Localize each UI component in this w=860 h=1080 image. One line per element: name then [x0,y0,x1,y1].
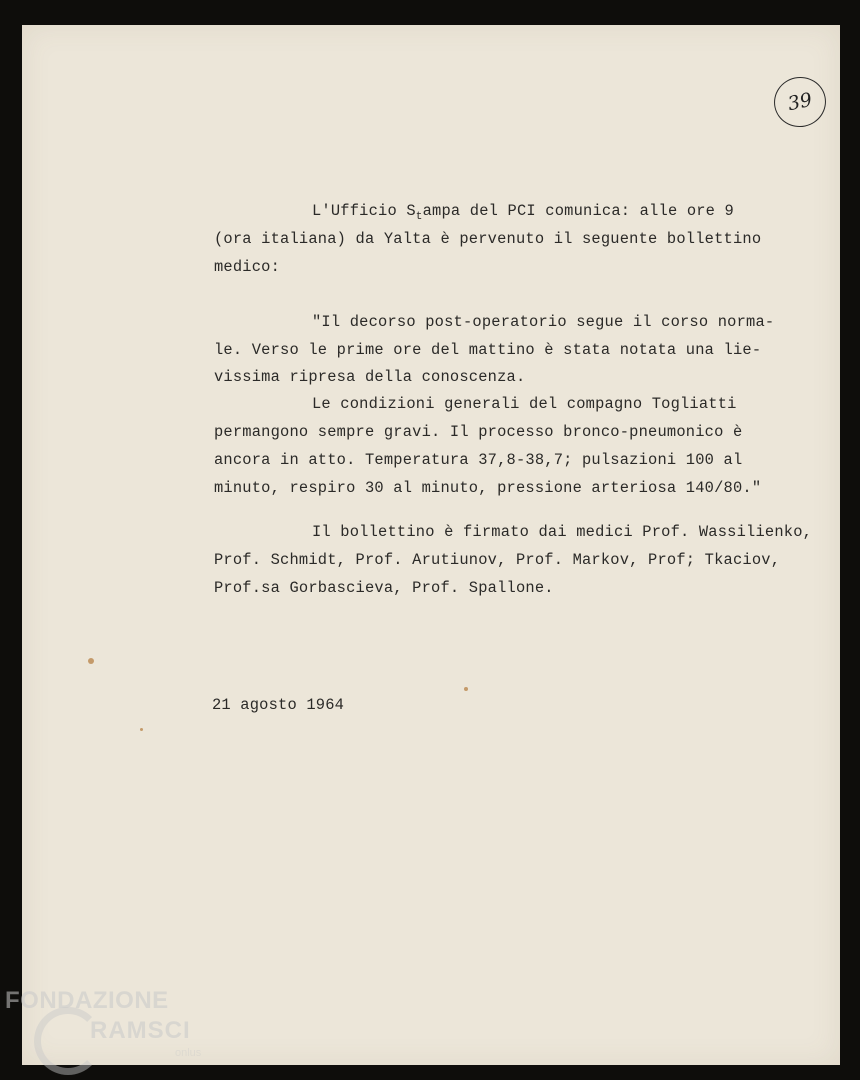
para2-line2: le. Verso le prime ore del mattino è stata notata una lie- [214,341,762,359]
paper-stain [140,728,143,731]
para3-line2: permangono sempre gravi. Il processo bronco-pneumonico è [214,423,743,441]
para3-line3: ancora in atto. Temperatura 37,8-38,7; pulsazioni 100 al [214,451,743,469]
para1-line1: L'Ufficio $S_tampa$ del PCI comunica: alle ore 9 [312,202,734,223]
para1-line3: medico: [214,258,281,276]
paper-stain [88,658,94,664]
fondazione-gramsci-watermark [0,985,230,1080]
para4-line3: Prof.sa Gorbascieva, Prof. Spallone. [214,579,554,597]
paper-stain [464,687,468,691]
para2-line1: "Il decorso post-operatorio segue il corso norma- [312,313,775,331]
para4-line2: Prof. Schmidt, Prof. Arutiunov, Prof. Markov, Prof; Tkaciov, [214,551,781,569]
para2-line3: vissima ripresa della conoscenza. [214,368,526,386]
document-page [22,25,840,1065]
page-number: 39 [785,88,815,116]
document-date: 21 agosto 1964 [212,696,345,714]
para1-line2: (ora italiana) da Yalta è pervenuto il seguente bollettino [214,230,762,248]
watermark-line1: FONDAZIONE [5,987,169,1014]
para4-line1: Il bollettino è firmato dai medici Prof. Wassilienko, [312,523,813,541]
para3-line4: minuto, respiro 30 al minuto, pressione arteriosa 140/80." [214,479,762,497]
watermark-suffix: onlus [175,1047,202,1059]
para3-line1: Le condizioni generali del compagno Togliatti [312,395,737,413]
page-number-stamp [769,72,830,132]
watermark-line2: RAMSCI [90,1017,191,1044]
